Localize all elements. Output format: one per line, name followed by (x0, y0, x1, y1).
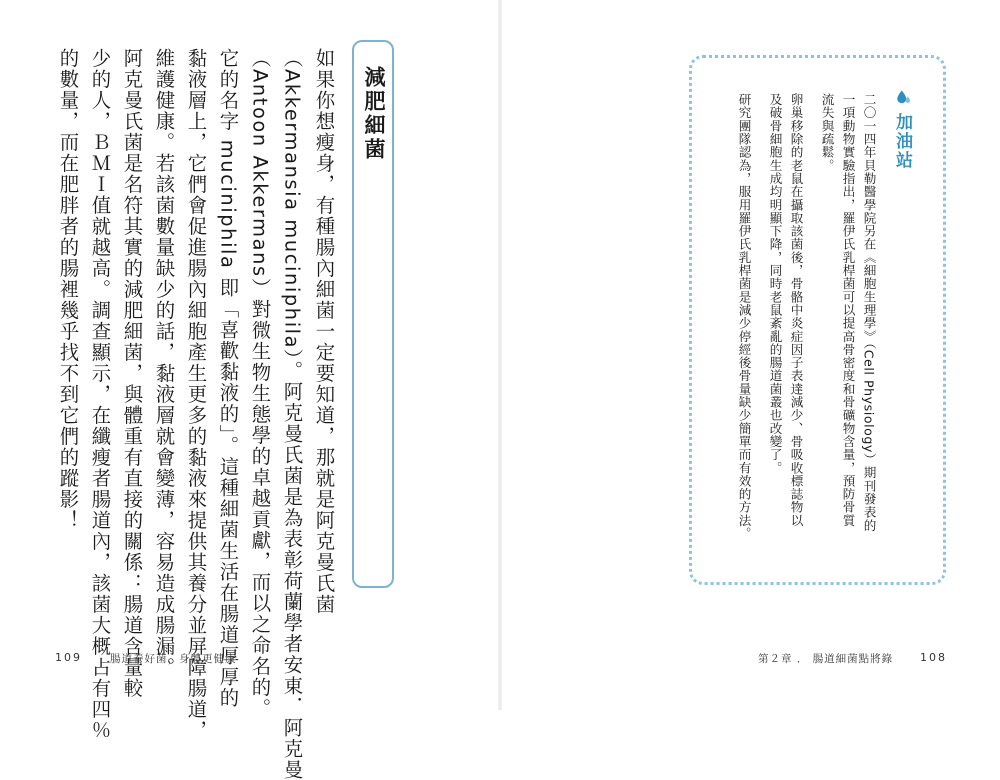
page-number: 109 (55, 651, 82, 664)
water-drop-icon (895, 89, 913, 107)
chapter-number: 第２章 (758, 653, 793, 665)
body-text-column: 的數量，而在肥胖者的腸裡幾乎找不到它們的蹤影！ (56, 48, 80, 531)
sidebar-text-column: 研究團隊認為，服用羅伊氏乳桿菌是減少停經後骨量缺少簡單而有效的方法。 (736, 93, 752, 541)
chapter-title: 腸道細菌點將錄 (812, 653, 894, 665)
sidebar-text-column: 及破骨細胞生成均明顯下降，同時老鼠紊亂的腸道菌叢也改變了。 (767, 93, 783, 475)
sidebar-text-segment: 二〇一四年貝勒醫學院另在《細胞生理學》（Cell Physiology）期刊發表的 (861, 93, 877, 532)
body-text-column: 黏液層上，它們會促進腸內細胞產生更多的黏液來提供其養分並屏障腸道， (184, 48, 208, 741)
body-text-column: 阿克曼氏菌是名符其實的減肥細菌，與體重有直接的關係：腸道含量較 (120, 48, 144, 699)
sidebar-text-column: 流失與疏鬆。 (819, 93, 835, 172)
page-gutter (498, 0, 502, 710)
sidebar-text-column: 卵巢移除的老鼠在攝取該菌後，骨骼中炎症因子表達減少、骨吸收標誌物以 (788, 93, 804, 527)
body-text-column: （Akkermansia muciniphila）。阿克曼氏菌是為表彰荷蘭學者安東．阿克曼 (280, 48, 304, 780)
sidebar-box-title: 加油站 (892, 113, 912, 170)
running-chapter-label (758, 651, 893, 666)
body-text-column: 它的名字 muciniphila 即「喜歡黏液的」。這種細菌生活在腸道厚厚的 (216, 48, 240, 709)
section-heading: 減肥細菌 (362, 66, 386, 162)
body-text-column: 維護健康。若該菌數量缺少的話，黏液層就會變薄，容易造成腸漏。 (152, 48, 176, 678)
footer-separator: ． (796, 653, 809, 665)
body-text-column: 少的人，ＢＭＩ值就越高。調查顯示，在纖瘦者腸道內，該菌大概占有四％ (88, 48, 112, 741)
page-number: 108 (920, 651, 947, 664)
body-text-column: 如果你想瘦身，有種腸內細菌一定要知道，那就是阿克曼氏菌 (312, 48, 336, 615)
running-book-title: 腸道養好菌，身體更健康 (110, 653, 237, 665)
sidebar-text-column (862, 93, 875, 532)
body-text-column: （Antoon Akkermans）對微生物生態學的卓越貢獻，而以之命名的。 (248, 48, 272, 719)
sidebar-text-column: 一項動物實驗指出，羅伊氏乳桿菌可以提高骨密度和骨礦物含量，預防骨質 (840, 93, 856, 527)
